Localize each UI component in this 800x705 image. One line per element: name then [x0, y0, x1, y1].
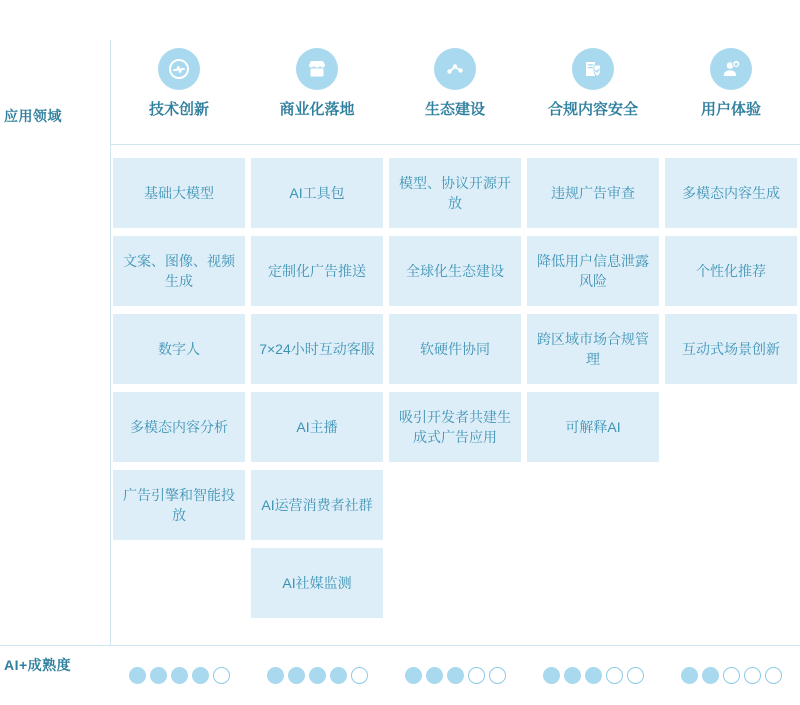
matrix-cell-empty: [665, 470, 797, 540]
matrix-cell-empty: [527, 548, 659, 618]
column-ecosystem: [386, 0, 524, 705]
shield-document-icon: [572, 48, 614, 90]
matrix-cell[interactable]: AI社媒监测: [251, 548, 383, 618]
column-header: [386, 0, 524, 144]
network-nodes-icon: [434, 48, 476, 90]
maturity-rating-compliance-safety: [524, 646, 662, 705]
column-cells: [248, 144, 386, 618]
matrix-cell[interactable]: 软硬件协同: [389, 314, 521, 384]
column-cells: [386, 144, 524, 618]
maturity-dot-empty: [606, 667, 623, 684]
column-title: 合规内容安全: [547, 101, 638, 118]
maturity-dot-filled: [405, 667, 422, 684]
maturity-dot-filled: [192, 667, 209, 684]
column-header: [110, 0, 248, 144]
column-title: 商业化落地: [279, 101, 355, 118]
columns-container: [110, 0, 800, 705]
column-header: [524, 0, 662, 144]
storefront-icon: [296, 48, 338, 90]
activity-pulse-icon: [158, 48, 200, 90]
matrix-cell[interactable]: 跨区域市场合规管理: [527, 314, 659, 384]
column-commercialization: [248, 0, 386, 705]
column-user-experience: [662, 0, 800, 705]
matrix-cell[interactable]: AI运营消费者社群: [251, 470, 383, 540]
matrix-cell[interactable]: 模型、协议开源开放: [389, 158, 521, 228]
maturity-dot-empty: [627, 667, 644, 684]
maturity-rating-ecosystem: [386, 646, 524, 705]
maturity-dot-filled: [129, 667, 146, 684]
column-title: 技术创新: [148, 101, 209, 118]
column-title: 生态建设: [424, 101, 485, 118]
matrix-cell[interactable]: 吸引开发者共建生成式广告应用: [389, 392, 521, 462]
column-technical-innovation: [110, 0, 248, 705]
maturity-dot-empty: [351, 667, 368, 684]
maturity-dot-filled: [426, 667, 443, 684]
matrix-cell[interactable]: 数字人: [113, 314, 245, 384]
maturity-dot-empty: [765, 667, 782, 684]
matrix-cell[interactable]: 降低用户信息泄露风险: [527, 236, 659, 306]
matrix-cell[interactable]: 全球化生态建设: [389, 236, 521, 306]
maturity-dot-filled: [681, 667, 698, 684]
maturity-dot-empty: [213, 667, 230, 684]
maturity-dot-filled: [447, 667, 464, 684]
maturity-dot-empty: [489, 667, 506, 684]
maturity-rating-user-experience: [662, 646, 800, 705]
matrix-cell-empty: [665, 392, 797, 462]
maturity-dot-filled: [288, 667, 305, 684]
column-header: [662, 0, 800, 144]
matrix-cell[interactable]: 个性化推荐: [665, 236, 797, 306]
maturity-dot-empty: [468, 667, 485, 684]
maturity-dot-filled: [564, 667, 581, 684]
matrix-cell-empty: [113, 548, 245, 618]
column-compliance-safety: [524, 0, 662, 705]
column-cells: [662, 144, 800, 618]
maturity-dot-empty: [723, 667, 740, 684]
maturity-dot-filled: [702, 667, 719, 684]
column-title: 用户体验: [700, 101, 761, 118]
matrix-cell-empty: [527, 470, 659, 540]
matrix-cell[interactable]: AI工具包: [251, 158, 383, 228]
matrix-cell-empty: [389, 548, 521, 618]
row-label-column: [0, 0, 110, 705]
matrix-cell[interactable]: 广告引擎和智能投放: [113, 470, 245, 540]
maturity-dot-filled: [171, 667, 188, 684]
matrix-cell-empty: [389, 470, 521, 540]
maturity-dot-filled: [543, 667, 560, 684]
maturity-rating-commercialization: [248, 646, 386, 705]
maturity-dot-filled: [150, 667, 167, 684]
matrix-cell[interactable]: 互动式场景创新: [665, 314, 797, 384]
label-ai-maturity: AI+成熟度: [4, 657, 72, 673]
label-application-domain: 应用领域: [4, 108, 62, 124]
maturity-dot-filled: [267, 667, 284, 684]
column-cells: [110, 144, 248, 618]
matrix-cell[interactable]: 违规广告审查: [527, 158, 659, 228]
maturity-row: [110, 646, 800, 705]
maturity-dot-filled: [330, 667, 347, 684]
column-cells: [524, 144, 662, 618]
column-header: [248, 0, 386, 144]
maturity-dot-filled: [585, 667, 602, 684]
matrix-cell[interactable]: 7×24小时互动客服: [251, 314, 383, 384]
matrix-cell[interactable]: 多模态内容分析: [113, 392, 245, 462]
matrix-cell-empty: [665, 548, 797, 618]
matrix-cell[interactable]: 定制化广告推送: [251, 236, 383, 306]
matrix-cell[interactable]: AI主播: [251, 392, 383, 462]
maturity-rating-technical-innovation: [110, 646, 248, 705]
maturity-dot-filled: [309, 667, 326, 684]
matrix-cell[interactable]: 可解释AI: [527, 392, 659, 462]
user-star-icon: [710, 48, 752, 90]
matrix-cell[interactable]: 多模态内容生成: [665, 158, 797, 228]
matrix-cell[interactable]: 基础大模型: [113, 158, 245, 228]
maturity-dot-empty: [744, 667, 761, 684]
matrix-cell[interactable]: 文案、图像、视频生成: [113, 236, 245, 306]
